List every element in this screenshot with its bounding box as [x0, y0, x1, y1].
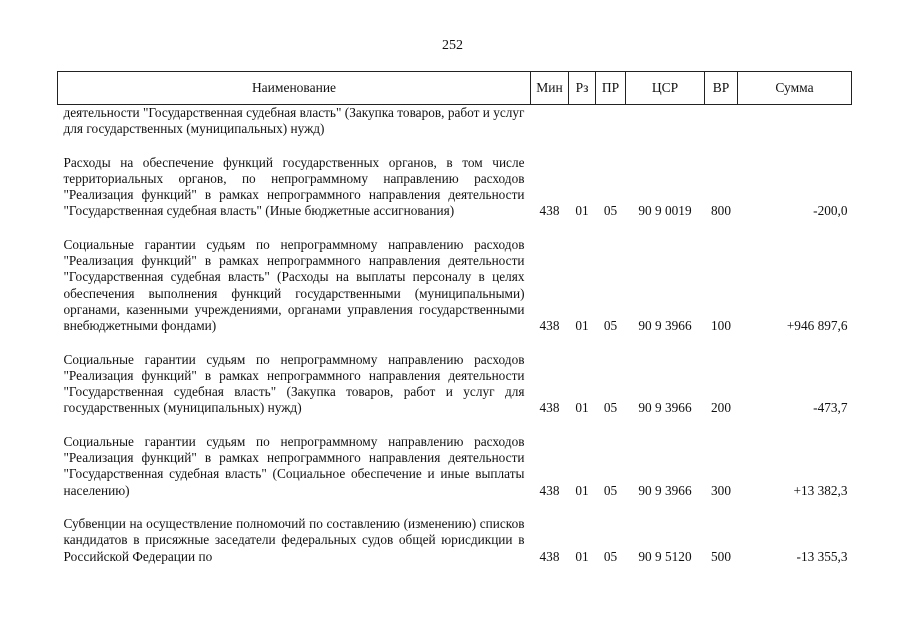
row-name: деятельности "Государственная судебная власть" (Закупка товаров, работ и услуг для государственных (муниципальных) нужд) [63, 105, 525, 137]
row-spacer [58, 417, 852, 434]
row-min: 438 [539, 400, 560, 416]
row-rz: 01 [575, 400, 589, 416]
row-csr: 90 9 3966 [638, 318, 692, 334]
header-sum: Сумма [738, 72, 852, 105]
row-csr: 90 9 3966 [638, 400, 692, 416]
page-number: 252 [442, 38, 463, 53]
row-vr: 100 [711, 318, 731, 334]
budget-table [57, 71, 852, 565]
row-sum: -200,0 [813, 203, 848, 219]
row-sum: +13 382,3 [793, 482, 848, 498]
table-row [58, 105, 852, 138]
row-name: Социальные гарантии судьям по непрограммному направлению расходов "Реализация функций" в рамках непрограммного направления деятельности "Государственная судебная власть" (Закупка товаров, работ и услуг для государственных (муниципальных) нужд) [63, 351, 525, 416]
row-csr: 90 9 0019 [638, 203, 692, 219]
row-sum: -473,7 [813, 400, 848, 416]
row-spacer [58, 138, 852, 155]
row-name: Социальные гарантии судьям по непрограммному направлению расходов "Реализация функций" в рамках непрограммного направления деятельности "Государственная судебная власть" (Социальное обеспечение и иные выплаты населению) [63, 433, 525, 498]
row-vr: 200 [711, 400, 731, 416]
row-name: Субвенции на осуществление полномочий по составлению (изменению) списков кандидатов в присяжные заседатели федеральных судов общей юрисдикции в Российской Федерации по [63, 515, 525, 564]
row-sum: -13 355,3 [796, 548, 848, 564]
row-sum: +946 897,6 [786, 318, 848, 334]
row-vr: 500 [711, 548, 731, 564]
row-spacer [58, 220, 852, 237]
row-pr: 05 [603, 482, 618, 498]
row-rz [569, 105, 596, 138]
row-min: 438 [539, 203, 560, 219]
row-min [531, 105, 569, 138]
header-name: Наименование [58, 72, 531, 105]
row-rz: 01 [575, 548, 589, 564]
row-min: 438 [539, 482, 560, 498]
row-pr: 05 [603, 400, 618, 416]
table-row [58, 237, 852, 335]
row-pr: 05 [603, 318, 618, 334]
row-min: 438 [539, 548, 560, 564]
table-row [58, 434, 852, 499]
table-row [58, 352, 852, 417]
row-pr: 05 [603, 203, 618, 219]
row-csr [626, 105, 705, 138]
row-vr: 800 [711, 203, 731, 219]
row-spacer [58, 335, 852, 352]
row-name: Расходы на обеспечение функций государственных органов, в том числе территориальных органов, по непрограммному направлению расходов "Реализация функций" в рамках непрограммного направления деятельности "Государственная судебная власть" (Иные бюджетные ассигнования) [63, 154, 525, 219]
header-min: Мин [531, 72, 569, 105]
row-rz: 01 [575, 318, 589, 334]
row-vr: 300 [711, 482, 731, 498]
row-sum [738, 105, 852, 138]
row-min: 438 [539, 318, 560, 334]
table-row [58, 516, 852, 565]
row-vr [705, 105, 738, 138]
header-vr: ВР [705, 72, 738, 105]
row-csr: 90 9 3966 [638, 482, 692, 498]
table-header-row [58, 72, 852, 105]
header-rz: Рз [569, 72, 596, 105]
row-rz: 01 [575, 203, 589, 219]
header-pr: ПР [596, 72, 626, 105]
header-csr: ЦСР [626, 72, 705, 105]
row-pr: 05 [603, 548, 618, 564]
row-name: Социальные гарантии судьям по непрограммному направлению расходов "Реализация функций" в рамках непрограммного направления деятельности "Государственная судебная власть" (Расходы на выплаты персоналу в целях обеспечения выполнения функций государственными (муниципальными) органами, казенными учреждениями, органами управления государственными внебюджетными фондами) [63, 236, 525, 334]
row-rz: 01 [575, 482, 589, 498]
row-pr [596, 105, 626, 138]
row-csr: 90 9 5120 [638, 548, 692, 564]
row-spacer [58, 499, 852, 516]
table-row [58, 155, 852, 220]
